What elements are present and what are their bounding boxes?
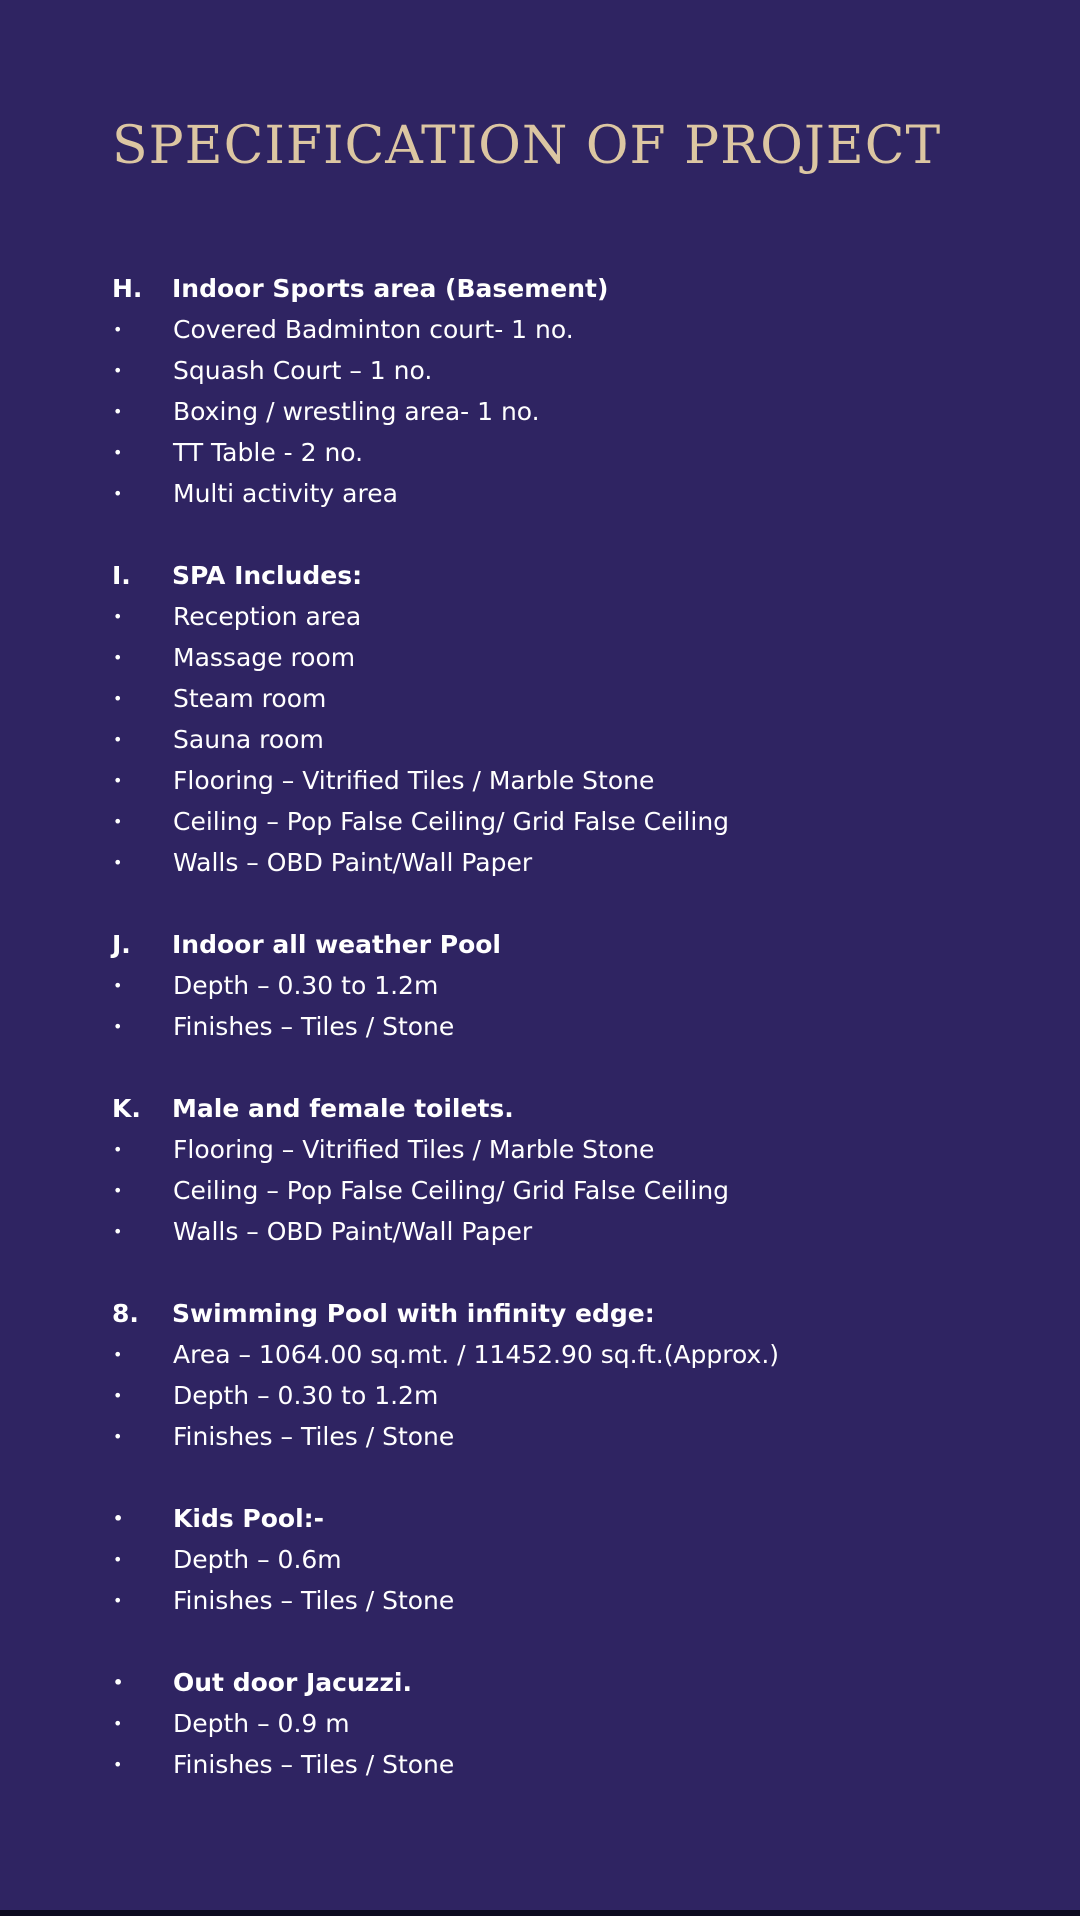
list-item-text: Covered Badminton court- 1 no. [173, 315, 574, 344]
bottom-divider [0, 1910, 1080, 1916]
list-item-text: Depth – 0.9 m [173, 1709, 350, 1738]
bullet-icon: • [113, 1140, 123, 1159]
list-item [112, 1129, 1012, 1170]
list-item [112, 1744, 1012, 1785]
section-heading-text: Swimming Pool with infinity edge: [172, 1299, 655, 1328]
page-title: SPECIFICATION OF PROJECT [112, 116, 942, 176]
bullet-icon: • [113, 402, 123, 421]
section-heading-text: Male and female toilets. [172, 1094, 514, 1123]
list-item [112, 473, 1012, 514]
list-item [112, 432, 1012, 473]
bullet-icon: • [113, 1017, 123, 1036]
list-item-text: Walls – OBD Paint/Wall Paper [173, 848, 533, 877]
bullet-icon: • [113, 1755, 123, 1774]
specification-list [112, 268, 1012, 1826]
list-item-text: Steam room [173, 684, 327, 713]
list-item-text: Reception area [173, 602, 362, 631]
list-item [112, 1375, 1012, 1416]
list-item-text: Sauna room [173, 725, 324, 754]
section-jacuzzi [112, 1662, 1012, 1785]
list-item-text: Walls – OBD Paint/Wall Paper [173, 1217, 533, 1246]
list-item [112, 1580, 1012, 1621]
list-item-text: Multi activity area [173, 479, 398, 508]
list-item [112, 760, 1012, 801]
section-heading [112, 1293, 1012, 1334]
bullet-icon: • [113, 1222, 123, 1241]
section-marker: H. [112, 274, 143, 303]
list-item [112, 678, 1012, 719]
bullet-icon: • [113, 730, 123, 749]
list-item-text: Area – 1064.00 sq.mt. / 11452.90 sq.ft.(Approx.) [173, 1340, 780, 1369]
list-item-text: Flooring – Vitrified Tiles / Marble Stone [173, 1135, 655, 1164]
bullet-icon: • [113, 607, 123, 626]
list-item-text: Flooring – Vitrified Tiles / Marble Stone [173, 766, 655, 795]
list-item [112, 1170, 1012, 1211]
list-item [112, 801, 1012, 842]
list-item [112, 637, 1012, 678]
section-heading-text: Indoor all weather Pool [172, 930, 501, 959]
bullet-icon: • [113, 1550, 123, 1569]
section-heading [112, 555, 1012, 596]
section-heading-text: Kids Pool:- [173, 1504, 325, 1533]
bullet-icon: • [113, 853, 123, 872]
bullet-icon: • [113, 443, 123, 462]
section-heading-text: Out door Jacuzzi. [173, 1668, 412, 1697]
list-item-text: Depth – 0.30 to 1.2m [173, 971, 439, 1000]
list-item [112, 391, 1012, 432]
list-item [112, 1703, 1012, 1744]
section-heading [112, 268, 1012, 309]
bullet-icon: • [113, 689, 123, 708]
list-item [112, 1006, 1012, 1047]
section-swimming-pool [112, 1293, 1012, 1457]
list-item [112, 596, 1012, 637]
section-heading [112, 924, 1012, 965]
list-item-text: Finishes – Tiles / Stone [173, 1586, 455, 1615]
list-item-text: TT Table - 2 no. [173, 438, 364, 467]
section-heading [112, 1498, 1012, 1539]
section-indoor-sports [112, 268, 1012, 514]
section-toilets [112, 1088, 1012, 1252]
bullet-icon: • [113, 1386, 123, 1405]
section-heading-text: SPA Includes: [172, 561, 363, 590]
bullet-icon: • [113, 1427, 123, 1446]
list-item [112, 1211, 1012, 1252]
list-item [112, 965, 1012, 1006]
bullet-icon: • [113, 1714, 123, 1733]
bullet-icon: • [113, 320, 123, 339]
bullet-icon: • [113, 648, 123, 667]
bullet-icon: • [113, 1591, 123, 1610]
section-marker: J. [112, 930, 131, 959]
section-heading [112, 1088, 1012, 1129]
section-marker: I. [112, 561, 131, 590]
list-item [112, 1416, 1012, 1457]
list-item-text: Squash Court – 1 no. [173, 356, 433, 385]
list-item [112, 719, 1012, 760]
bullet-icon: • [113, 1181, 123, 1200]
list-item [112, 1539, 1012, 1580]
list-item-text: Massage room [173, 643, 356, 672]
bullet-icon: • [113, 812, 123, 831]
list-item [112, 350, 1012, 391]
bullet-icon: • [113, 771, 123, 790]
section-spa [112, 555, 1012, 883]
list-item-text: Boxing / wrestling area- 1 no. [173, 397, 540, 426]
section-kids-pool [112, 1498, 1012, 1621]
list-item-text: Ceiling – Pop False Ceiling/ Grid False Ceiling [173, 1176, 730, 1205]
section-heading-text: Indoor Sports area (Basement) [172, 274, 609, 303]
bullet-icon: • [113, 361, 123, 380]
section-marker: K. [112, 1094, 141, 1123]
list-item [112, 1334, 1012, 1375]
list-item [112, 842, 1012, 883]
list-item-text: Finishes – Tiles / Stone [173, 1012, 455, 1041]
bullet-icon: • [113, 976, 123, 995]
section-indoor-pool [112, 924, 1012, 1047]
bullet-icon: • [113, 1673, 124, 1692]
list-item-text: Finishes – Tiles / Stone [173, 1422, 455, 1451]
bullet-icon: • [113, 484, 123, 503]
list-item-text: Depth – 0.6m [173, 1545, 342, 1574]
list-item [112, 309, 1012, 350]
section-heading [112, 1662, 1012, 1703]
list-item-text: Ceiling – Pop False Ceiling/ Grid False Ceiling [173, 807, 730, 836]
list-item-text: Depth – 0.30 to 1.2m [173, 1381, 439, 1410]
section-marker: 8. [112, 1299, 139, 1328]
list-item-text: Finishes – Tiles / Stone [173, 1750, 455, 1779]
bullet-icon: • [113, 1345, 123, 1364]
bullet-icon: • [113, 1509, 124, 1528]
